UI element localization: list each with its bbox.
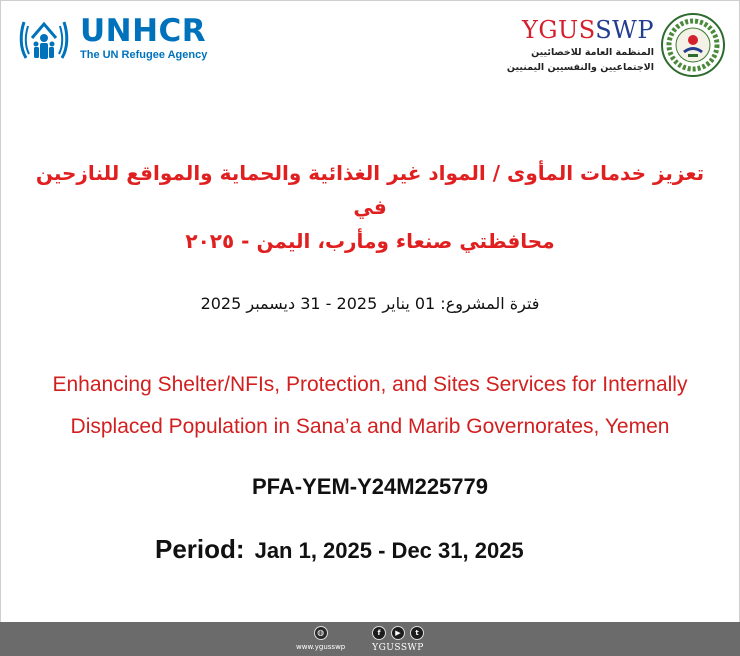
ygusswp-name (522, 15, 654, 45)
website-text: www.ygusswp (296, 643, 346, 651)
project-period (155, 534, 524, 565)
arabic-title-line1: تعزيز خدمات المأوى / المواد غير الغذائية والحماية والمواقع للنازحين في (35, 161, 705, 219)
twitter-icon[interactable]: t (410, 626, 424, 640)
footer-social (372, 626, 424, 653)
footer-bar (0, 622, 740, 656)
arabic-title-line2: محافظتي صنعاء ومأرب، اليمن - ٢٠٢٥ (185, 229, 555, 253)
youtube-icon[interactable]: ▶ (391, 626, 405, 640)
period-value: Jan 1, 2025 - Dec 31, 2025 (254, 538, 524, 563)
project-code: PFA-YEM-Y24M225779 (252, 474, 488, 499)
globe-icon: ◍ (314, 626, 328, 640)
footer-org-name: YGUSSWP (372, 643, 424, 653)
period-label: Period: (155, 534, 245, 564)
ygusswp-seal-icon (660, 12, 726, 78)
footer-website[interactable] (296, 626, 345, 651)
english-title-line2: Displaced Population in Sana’a and Marib Governorates, Yemen (70, 415, 670, 438)
facebook-icon[interactable]: f (372, 626, 386, 640)
unhcr-logo (18, 14, 207, 66)
arabic-project-period: فترة المشروع: 01 يناير 2025 - 31 ديسمبر 2025 (200, 294, 540, 313)
arabic-project-title (20, 156, 720, 258)
ygusswp-logo (507, 12, 726, 78)
english-project-title (14, 364, 726, 448)
english-title-line1: Enhancing Shelter/NFIs, Protection, and Sites Services for Internally (52, 373, 688, 396)
ygusswp-name-blue: SWP (595, 16, 654, 44)
ygusswp-arabic-line1: المنظمة العامة للاخصائيين (531, 47, 654, 58)
ygusswp-name-red: YGUS (521, 16, 596, 44)
unhcr-subtitle: The UN Refugee Agency (80, 49, 208, 61)
unhcr-emblem-icon (18, 14, 70, 66)
unhcr-name: UNHCR (80, 13, 207, 49)
ygusswp-arabic-line2: الاجتماعيين والنفسيين اليمنيين (506, 62, 654, 73)
